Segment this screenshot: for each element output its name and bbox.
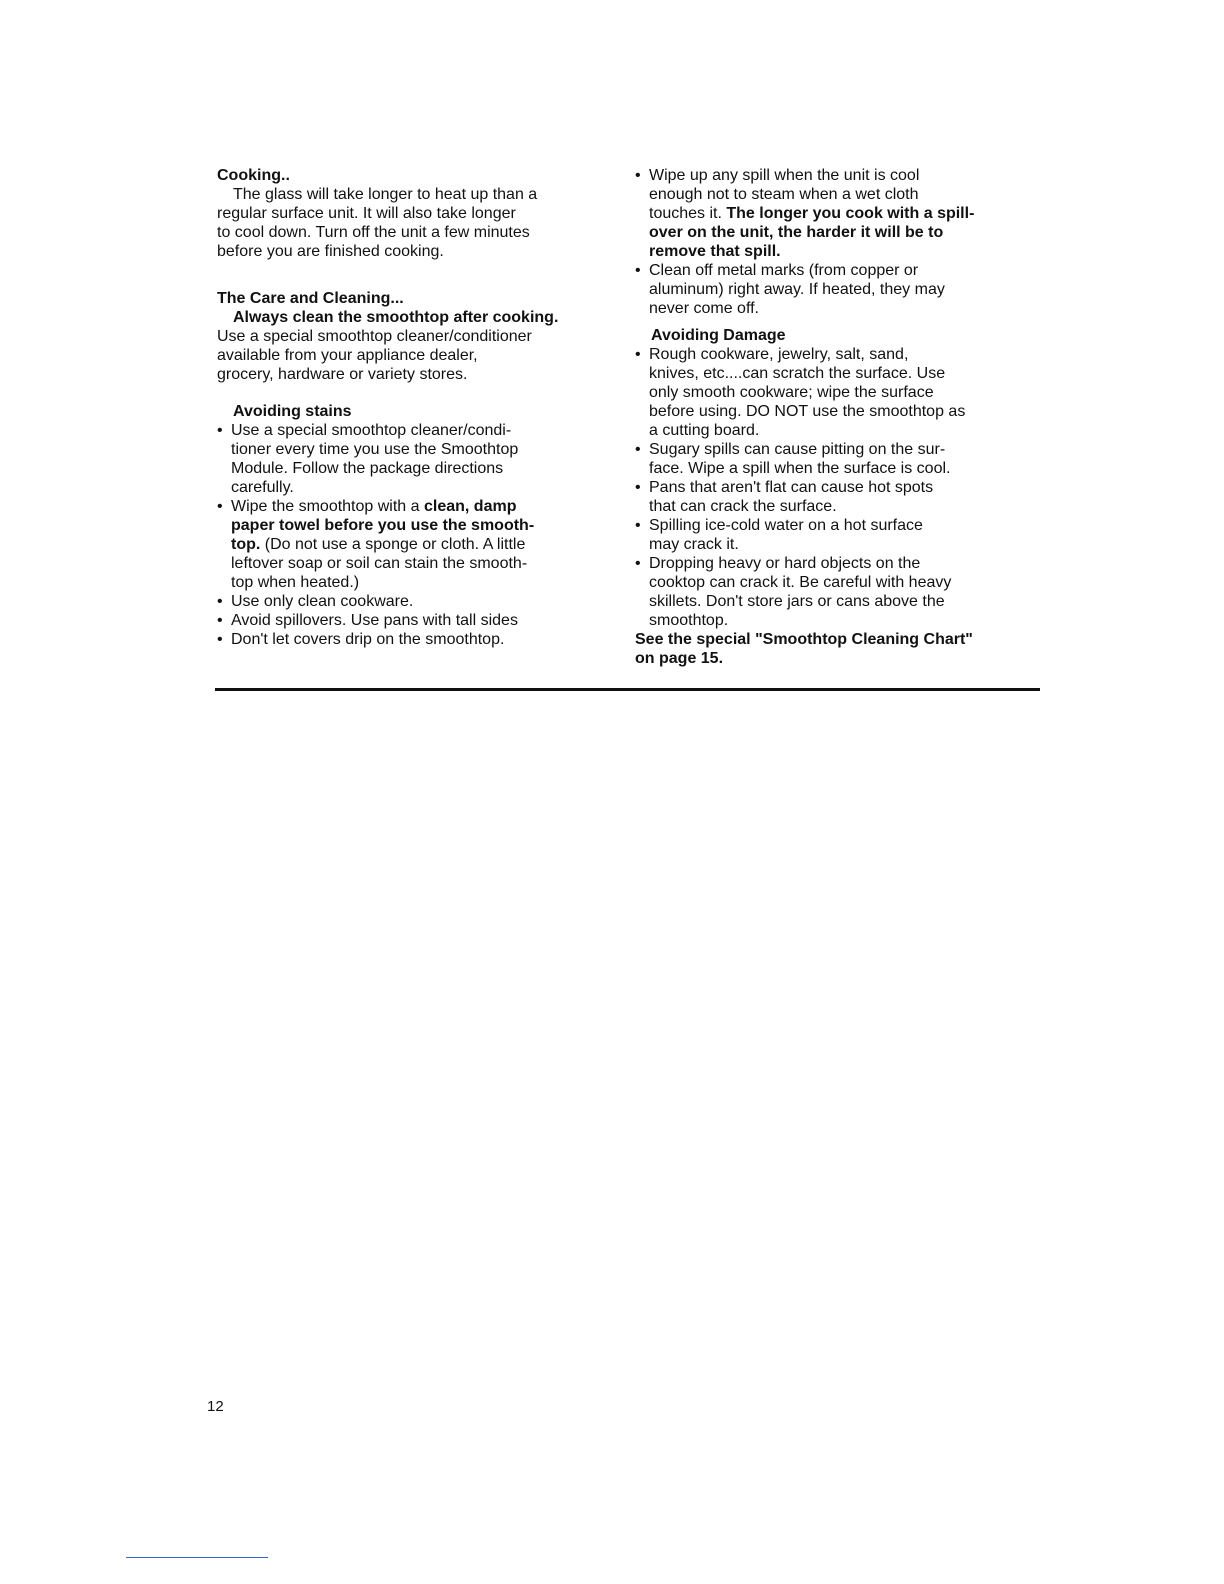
cooking-heading: Cooking.. xyxy=(217,167,290,184)
chart-reference: See the special "Smoothtop Cleaning Chart" xyxy=(635,631,973,648)
list-item: • Use only clean cookware. xyxy=(217,592,617,611)
cooking-line: The glass will take longer to heat up than a xyxy=(233,186,538,203)
damage-list xyxy=(635,345,1035,630)
cooking-line: to cool down. Turn off the unit a few minutes xyxy=(217,224,530,241)
cooking-line: before you are finished cooking. xyxy=(217,243,444,260)
cooking-line: regular surface unit. It will also take longer xyxy=(217,205,516,222)
list-item: • Clean off metal marks (from copper or aluminum) right away. If heated, they may never come off. xyxy=(635,261,1035,318)
cooking-paragraph xyxy=(217,185,617,204)
list-item: • Sugary spills can cause pitting on the sur- face. Wipe a spill when the surface is cool. xyxy=(635,440,1035,478)
stains-heading: Avoiding stains xyxy=(233,403,352,420)
damage-heading: Avoiding Damage xyxy=(651,327,786,344)
chart-reference-page: on page 15. xyxy=(635,650,724,667)
list-item: • Avoid spillovers. Use pans with tall sides xyxy=(217,611,617,630)
list-item: • Dropping heavy or hard objects on the cooktop can crack it. Be careful with heavy skillets. Don't store jars or cans above the smoothtop. xyxy=(635,554,1035,630)
care-emphasis: Always clean the smoothtop after cooking. xyxy=(233,309,559,326)
list-item: • Wipe the smoothtop with a clean, damp paper towel before you use the smooth- top. (Do not use a sponge or cloth. A little leftover soap or soil can stain the smooth- top when heated.) xyxy=(217,497,617,592)
section-divider xyxy=(215,688,1040,691)
list-item: • Wipe up any spill when the unit is cool enough not to steam when a wet cloth touches it. The longer you cook with a spill- over on the unit, the harder it will be to remove that spill. xyxy=(635,166,1035,261)
care-line: Use a special smoothtop cleaner/conditioner xyxy=(217,328,532,345)
care-line: available from your appliance dealer, xyxy=(217,347,478,364)
left-column xyxy=(217,166,617,649)
list-item: • Pans that aren't flat can cause hot spots that can crack the surface. xyxy=(635,478,1035,516)
spill-list xyxy=(635,166,1035,318)
list-item: • Spilling ice-cold water on a hot surface may crack it. xyxy=(635,516,1035,554)
list-item: • Use a special smoothtop cleaner/condi- tioner every time you use the Smoothtop Module. Follow the package directions carefully. xyxy=(217,421,617,497)
right-column xyxy=(635,166,1035,668)
care-line: grocery, hardware or variety stores. xyxy=(217,366,468,383)
list-item: • Don't let covers drip on the smoothtop. xyxy=(217,630,617,649)
care-heading: The Care and Cleaning... xyxy=(217,290,404,307)
stains-list xyxy=(217,421,617,649)
footer-rule xyxy=(126,1557,268,1558)
list-item: • Rough cookware, jewelry, salt, sand, knives, etc....can scratch the surface. Use only smooth cookware; wipe the surface before using. DO NOT use the smoothtop as a cutting board. xyxy=(635,345,1035,440)
page-number: 12 xyxy=(207,1398,224,1415)
